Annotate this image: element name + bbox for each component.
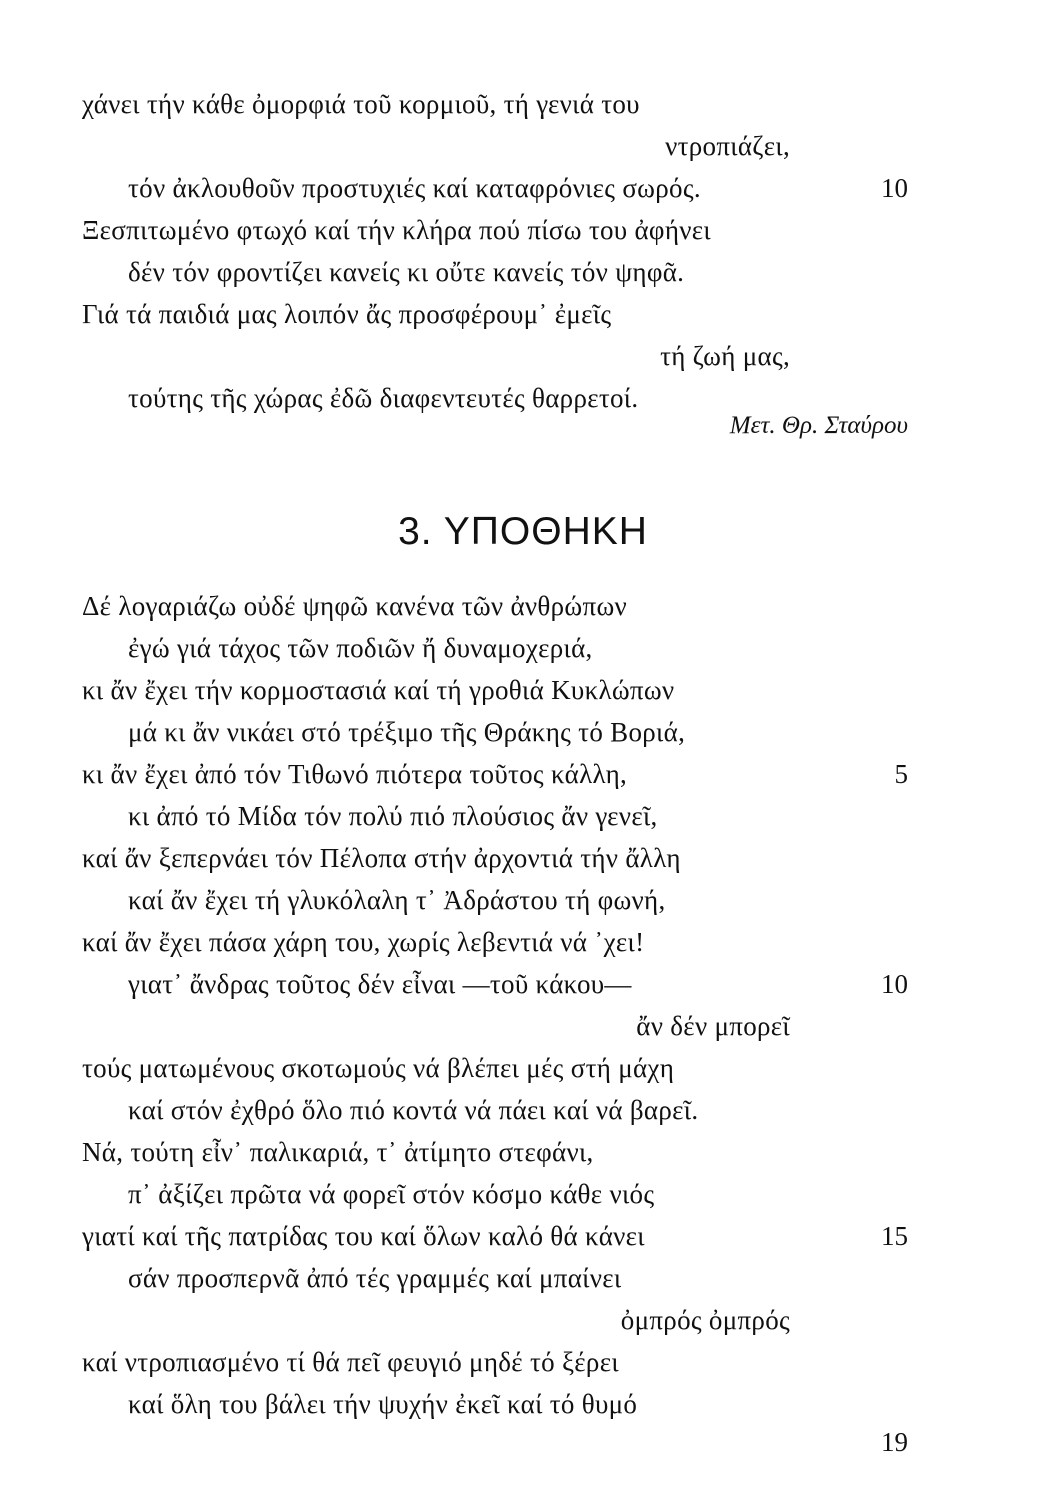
poem-line: σάν προσπερνᾶ ἀπό τές γραμμές καί μπαίνει: [128, 1263, 622, 1293]
poem-line: καί ὅλη του βάλει τήν ψυχήν ἐκεῖ καί τό θυμό: [128, 1389, 638, 1419]
poem-line: καί ντροπιασμένο τί θά πεῖ φευγιό μηδέ τό ξέρει: [82, 1347, 619, 1377]
line-number: 10: [881, 173, 908, 203]
poem-line: τή ζωή μας,: [660, 341, 790, 371]
translator-credit: Μετ. Θρ. Σταύρου: [729, 412, 908, 439]
page-number: 19: [881, 1427, 908, 1457]
poem-line: κι ἄν ἔχει τήν κορμοστασιά καί τή γροθιά Κυκλώπων: [82, 675, 675, 705]
line-number: 10: [881, 969, 908, 999]
poem-line: μά κι ἄν νικάει στό τρέξιμο τῆς Θράκης τό Βοριά,: [128, 717, 686, 747]
poem-line: ὀμπρός ὀμπρός: [620, 1305, 790, 1335]
poem-line: τούς ματωμένους σκοτωμούς νά βλέπει μές στή μάχη: [82, 1053, 675, 1083]
poem-line: δέν τόν φροντίζει κανείς κι οὔτε κανείς τόν ψηφᾶ.: [128, 257, 685, 287]
poem-line: τόν ἀκλουθοῦν προστυχιές καί καταφρόνιες σωρός.: [128, 173, 701, 203]
poem-line: Ξεσπιτωμένο φτωχό καί τήν κλήρα πού πίσω του ἀφήνει: [82, 215, 711, 245]
poem-line: χάνει τήν κάθε ὀμορφιά τοῦ κορμιοῦ, τή γενιά του: [82, 89, 640, 119]
poem-line: καί ἄν ἔχει πάσα χάρη του, χωρίς λεβεντιά νά ᾽χει!: [82, 927, 645, 957]
poem-line: ἐγώ γιά τάχος τῶν ποδιῶν ἤ δυναμοχεριά,: [128, 633, 593, 663]
line-number: 15: [881, 1221, 908, 1251]
poem-line: π᾽ ἀξίζει πρῶτα νά φορεῖ στόν κόσμο κάθε νιός: [128, 1179, 655, 1209]
poem-line: Νά, τούτη εἶν᾽ παλικαριά, τ᾽ ἀτίμητο στεφάνι,: [82, 1137, 594, 1167]
poem-line: Δέ λογαριάζω οὐδέ ψηφῶ κανένα τῶν ἀνθρώπων: [82, 591, 628, 621]
poem-line: ντροπιάζει,: [665, 131, 790, 161]
poem-line: Γιά τά παιδιά μας λοιπόν ἄς προσφέρουμ᾽ ἐμεῖς: [82, 299, 612, 329]
line-number: 5: [894, 759, 908, 789]
poem-line: γιατί καί τῆς πατρίδας του καί ὅλων καλό θά κάνει: [82, 1221, 645, 1251]
poem-line: ἄν δέν μπορεῖ: [636, 1011, 790, 1041]
poem-line: καί ἄν ἔχει τή γλυκόλαλη τ᾽ Ἀδράστου τή φωνή,: [128, 885, 666, 915]
poem-line: γιατ᾽ ἄνδρας τοῦτος δέν εἶναι —τοῦ κάκου—: [128, 969, 632, 999]
poem-title: 3. ΥΠΟΘΗΚΗ: [398, 510, 648, 553]
poem-line: καί ἄν ξεπερνάει τόν Πέλοπα στήν ἀρχοντιά τήν ἄλλη: [82, 843, 681, 873]
poem-line: τούτης τῆς χώρας ἐδῶ διαφεντευτές θαρρετοί.: [128, 383, 639, 413]
poem-line: κι ἄν ἔχει ἀπό τόν Τιθωνό πιότερα τοῦτος κάλλη,: [82, 759, 628, 789]
poem-line: καί στόν ἐχθρό ὅλο πιό κοντά νά πάει καί νά βαρεῖ.: [128, 1095, 699, 1125]
poem-line: κι ἀπό τό Μίδα τόν πολύ πιό πλούσιος ἄν γενεῖ,: [128, 801, 658, 831]
